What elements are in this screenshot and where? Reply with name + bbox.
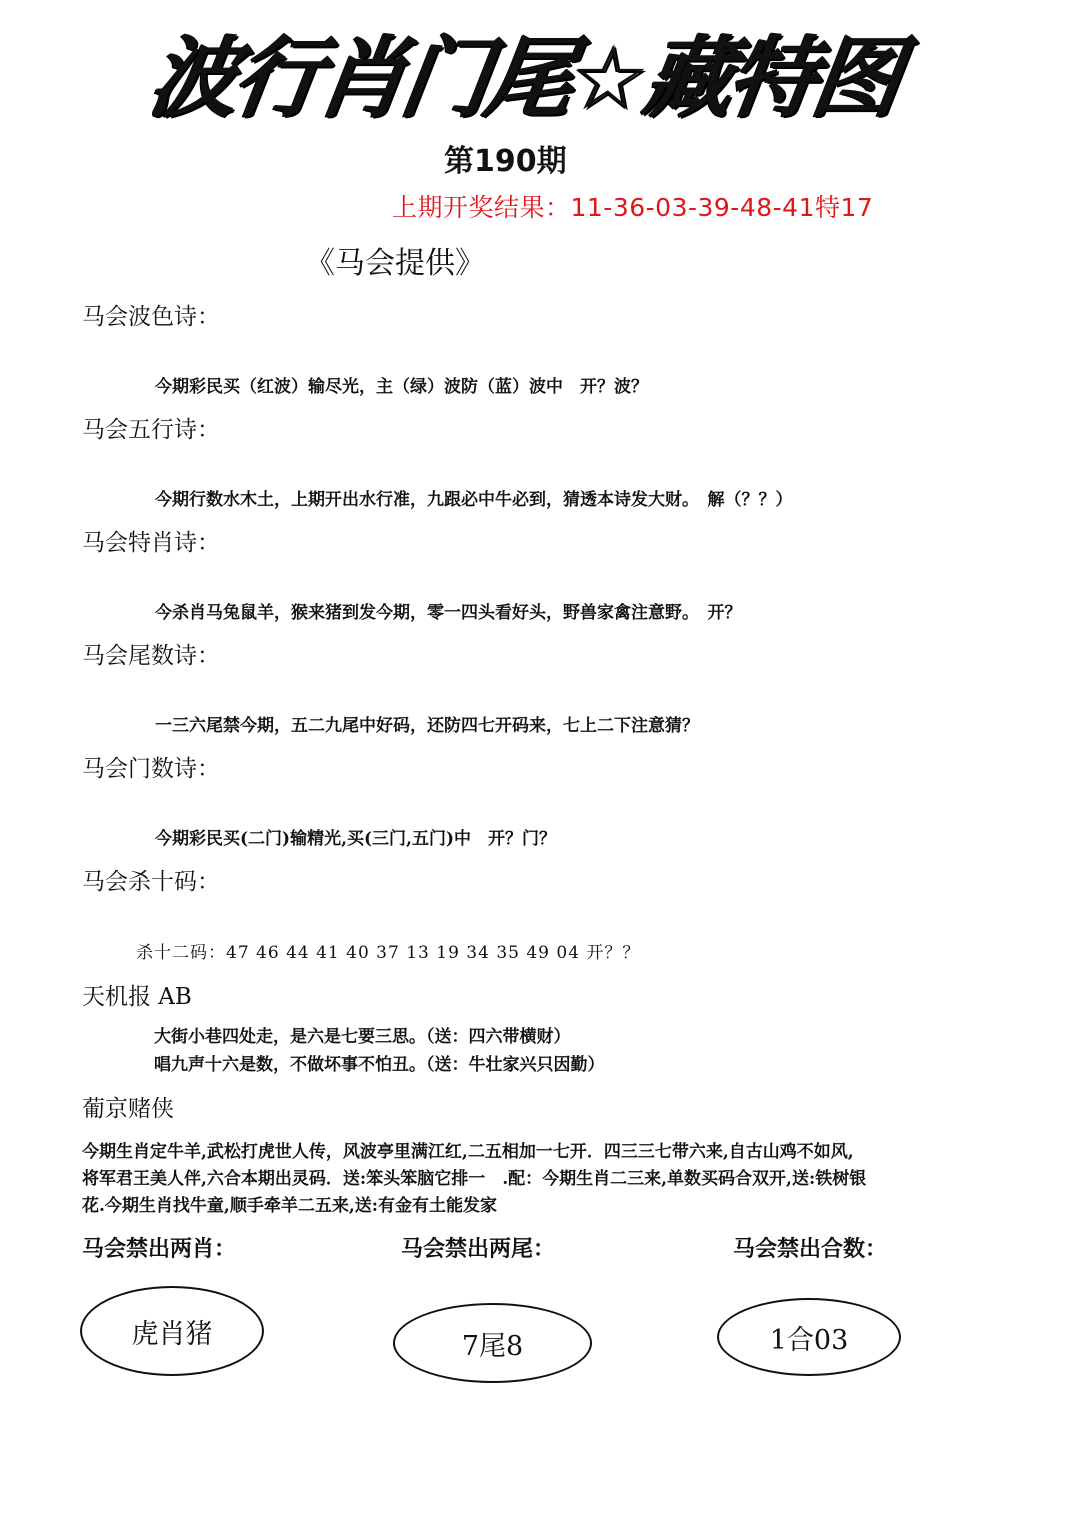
section-heading: 马会特肖诗： [82, 530, 220, 556]
pujing-line: 花.今期生肖找牛童,顺手牵羊二五来,送:有金有土能发家 [82, 1196, 498, 1216]
pujing-line: 将军君王美人伴,六合本期出灵码．送:笨头笨脑它排一 .配：今期生肖二三来,单数买码合双开,送:铁树银 [82, 1169, 867, 1189]
ban-tail-label: 马会禁出两尾： [401, 1236, 556, 1262]
section-heading: 马会尾数诗： [82, 643, 220, 669]
pujing-heading: 葡京赌侠 [82, 1096, 174, 1122]
section-poem: 今期彩民买（红波）输尽光，主（绿）波防（蓝）波中 开？波？ [155, 377, 648, 397]
provider-label: 《马会提供》 [305, 246, 485, 281]
kill-codes: 杀十二码：47 46 44 41 40 37 13 19 34 35 49 04 开？？ [136, 943, 641, 963]
section-poem: 今期彩民买(二门)输精光,买(三门,五门)中 开？门？ [155, 829, 557, 849]
ban-sum-label: 马会禁出合数： [733, 1236, 888, 1262]
ban-zodiac-value: 虎肖猪 [131, 1318, 213, 1350]
ban-tail-value: 7尾8 [461, 1330, 524, 1362]
section-poem: 一三六尾禁今期，五二九尾中好码，还防四七开码来，七上二下注意猜？ [155, 716, 699, 736]
ban-tail-oval [393, 1303, 592, 1383]
tianji-line: 唱九声十六是数，不做坏事不怕丑。（送：牛壮家兴只因勤） [154, 1055, 605, 1075]
last-result: 上期开奖结果：11-36-03-39-48-41特17 [392, 193, 874, 222]
tianji-line: 大街小巷四处走，是六是七要三思。（送：四六带横财） [154, 1027, 571, 1047]
ban-sum-value: 1合03 [769, 1324, 849, 1356]
ban-zodiac-label: 马会禁出两肖： [82, 1236, 237, 1262]
section-poem: 今杀肖马兔鼠羊，猴来猪到发今期，零一四头看好头，野兽家禽注意野。 开？ [155, 603, 742, 623]
section-heading: 马会杀十码： [82, 869, 220, 895]
section-heading: 马会五行诗： [82, 417, 220, 443]
tianji-heading: 天机报 AB [82, 984, 192, 1010]
banner-title: 波行肖门尾☆藏特图 [142, 26, 905, 129]
pujing-line: 今期生肖定牛羊,武松打虎世人传，风波亭里满江红,二五相加一七开．四三三七带六来,自古山鸡不如风, [82, 1142, 854, 1162]
section-poem: 今期行数水木土，上期开出水行准，九跟必中牛必到，猜透本诗发大财。 解（？？） [155, 490, 793, 510]
ban-zodiac-oval [80, 1286, 264, 1376]
section-heading: 马会波色诗： [82, 304, 220, 330]
section-heading: 马会门数诗： [82, 756, 220, 782]
ban-sum-oval [717, 1298, 901, 1376]
issue-number: 第190期 [444, 144, 567, 179]
